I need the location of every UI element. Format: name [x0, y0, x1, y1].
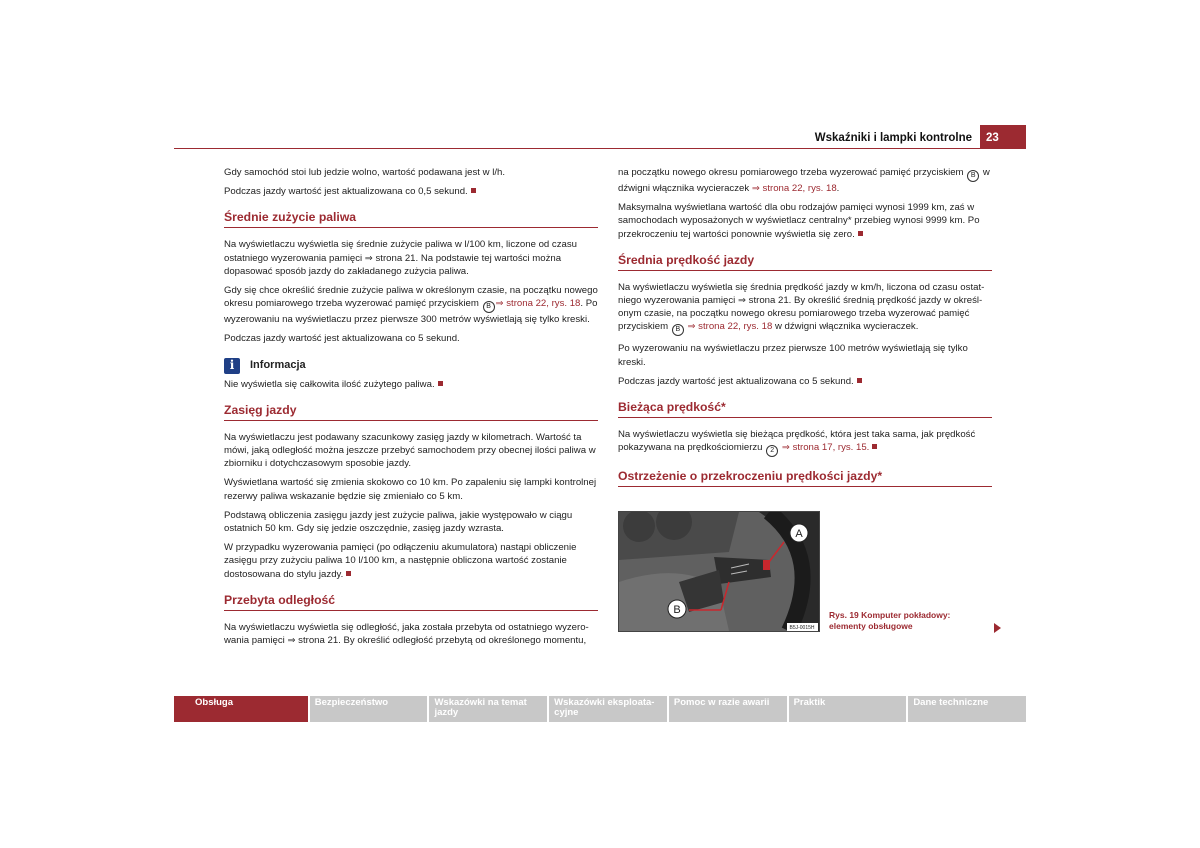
figure-code: B5J-0015H: [789, 625, 815, 631]
info-title: Informacja: [250, 359, 306, 372]
page-header-title: Wskaźniki i lampki kontrolne: [814, 132, 972, 144]
paragraph: Maksymalna wyświetlana wartość dla obu rodzajów pamięci wynosi 1999 km, zaś w samochodach wyposażonych w wyświetlacz centralny* przebieg wynosi 9999 km. Po przekroczeniu tej wartości ponownie wyświetla się zero.: [618, 202, 980, 240]
continue-arrow-icon: [994, 623, 1001, 633]
paragraph: Na wyświetlaczu jest podawany szacunkowy zasięg jazdy w kilometrach. Wartość ta mówi, jaką odległość można jeszcze przebyć samochodem przy obecnej ilości paliwa w zbiorniku i dotychczasowym sposobie jazdy.: [224, 431, 596, 470]
paragraph: Po wyzerowaniu na wyświetlaczu przez pierwsze 100 metrów wyświetlają się tylko kreski.: [618, 343, 968, 368]
nav-tab-bezpieczenstwo[interactable]: Bezpieczeństwo: [310, 696, 428, 722]
end-marker-icon: [346, 571, 351, 576]
button-b-icon: B: [967, 170, 979, 182]
paragraph: Gdy samochód stoi lub jedzie wolno, wartość podawana jest w l/h.: [224, 167, 506, 178]
nav-tab-dane-techniczne[interactable]: Dane techniczne: [908, 696, 1026, 722]
header-divider: [174, 148, 1026, 149]
paragraph: Podstawą obliczenia zasięgu jazdy jest zużycie paliwa, jakie występowało w ciągu ostatnich 50 km. Gdy się jedzie oszczędnie, zasięg jazdy wzrasta.: [224, 509, 573, 535]
section-heading-avg-speed: Średnia prędkość jazdy: [618, 253, 992, 271]
right-column: [618, 166, 992, 497]
paragraph: Na wyświetlaczu wyświetla się bieżąca prędkość, która jest taka sama, jak prędkość pokazywana na prędkościomierzu 2 ⇒ strona 17, rys. 15.: [618, 428, 992, 457]
button-b-icon: B: [483, 301, 495, 313]
figure-caption: Rys. 19 Komputer pokładowy: elementy obsługowe: [829, 610, 951, 631]
paragraph: na początku nowego okresu pomiarowego trzeba wyzerować pamięć przyciskiem B w dźwigni włącznika wycieraczek ⇒ strona 22, rys. 18.: [618, 167, 990, 194]
section-heading-current-speed: Bieżąca prędkość*: [618, 400, 992, 418]
paragraph: Wyświetlana wartość się zmienia skokowo co 10 km. Po zapaleniu się lampki kontrolnej rezerwy paliwa wskazanie będzie się zmieniało co 5 km.: [224, 477, 597, 502]
section-heading-avg-consumption: Średnie zużycie paliwa: [224, 210, 598, 228]
figure-wiper-lever: [618, 511, 820, 632]
paragraph: Podczas jazdy wartość jest aktualizowana co 5 sekund.: [618, 375, 992, 388]
info-icon: i: [224, 358, 240, 374]
end-marker-icon: [858, 231, 863, 236]
info-text: Nie wyświetla się całkowita ilość zużytego paliwa.: [224, 378, 598, 391]
nav-tab-praktik[interactable]: Praktik: [789, 696, 907, 722]
chapter-navigation: [174, 696, 1026, 722]
nav-tab-pomoc[interactable]: Pomoc w razie awarii: [669, 696, 787, 722]
section-heading-range: Zasięg jazdy: [224, 403, 598, 421]
cross-reference-link[interactable]: ⇒ strona 17, rys. 15.: [781, 442, 870, 454]
paragraph: Na wyświetlaczu wyświetla się średnia prędkość jazdy w km/h, liczona od czasu ostat-niego wyzerowania pamięci ⇒ strona 21. By określić średnią prędkość jazdy w określ-onym czasie, na początku nowego okresu pomiarowego trzeba wyzerować pamięć przyciskiem B ⇒ strona 22, rys. 18 w dźwigni włącznika wycieraczek.: [618, 281, 992, 337]
page-number: 23: [980, 125, 1026, 148]
paragraph: Na wyświetlaczu wyświetla się odległość, jaka została przebyta od ostatniego wyzero-wania pamięci ⇒ strona 21. By określić odległość przebytą od określonego momentu,: [224, 621, 589, 647]
nav-tab-wskazowki-jazdy[interactable]: Wskazówki na temat jazdy: [429, 696, 547, 722]
section-heading-distance: Przebyta odległość: [224, 593, 598, 611]
paragraph: Podczas jazdy wartość jest aktualizowana co 0,5 sekund.: [224, 185, 598, 198]
cross-reference-link[interactable]: ⇒ strona 22, rys. 18: [751, 183, 837, 194]
figure-label-a: A: [795, 528, 803, 540]
paragraph: W przypadku wyzerowania pamięci (po odłączeniu akumulatora) nastąpi obliczenie zasięgu przy zużyciu paliwa 10 l/100 km, a następnie obliczona wartość zostanie dostosowana do stylu jazdy.: [224, 542, 577, 580]
end-marker-icon: [857, 378, 862, 383]
end-marker-icon: [471, 188, 476, 193]
end-marker-icon: [438, 381, 443, 386]
cross-reference-link[interactable]: ⇒ strona 22, rys. 18: [495, 298, 581, 310]
speedometer-2-icon: 2: [766, 445, 778, 457]
paragraph: Na wyświetlaczu wyświetla się średnie zużycie paliwa w l/100 km, liczone od czasu ostatniego wyzerowania pamięci ⇒ strona 21. Na podstawie tej wartości można dopasować sposób jazdy do zakładanego zużycia paliwa.: [224, 239, 577, 277]
figure-label-b: B: [673, 604, 681, 616]
steering-column-illustration: [619, 512, 819, 631]
section-heading-overspeed: Ostrzeżenie o przekroczeniu prędkości jazdy*: [618, 469, 992, 487]
cross-reference-link[interactable]: ⇒ strona 22, rys. 18: [687, 321, 773, 333]
paragraph: Podczas jazdy wartość jest aktualizowana co 5 sekund.: [224, 333, 460, 345]
paragraph: Gdy się chce określić średnie zużycie paliwa w określonym czasie, na początku nowego okresu pomiarowego trzeba wyzerować pamięć przyciskiem B ⇒ strona 22, rys. 18. Po wyzerowaniu na wyświetlaczu przez pierwsze 300 metrów wyświetlają się tylko kreski.: [224, 285, 598, 326]
button-b-icon: B: [672, 324, 684, 336]
info-box-header: [224, 358, 598, 374]
end-marker-icon: [872, 444, 877, 449]
left-column: [224, 166, 598, 653]
nav-tab-wskazowki-eksploatacyjne[interactable]: Wskazówki eksploata-cyjne: [549, 696, 667, 722]
nav-tab-obsluga[interactable]: Obsługa: [174, 696, 308, 722]
